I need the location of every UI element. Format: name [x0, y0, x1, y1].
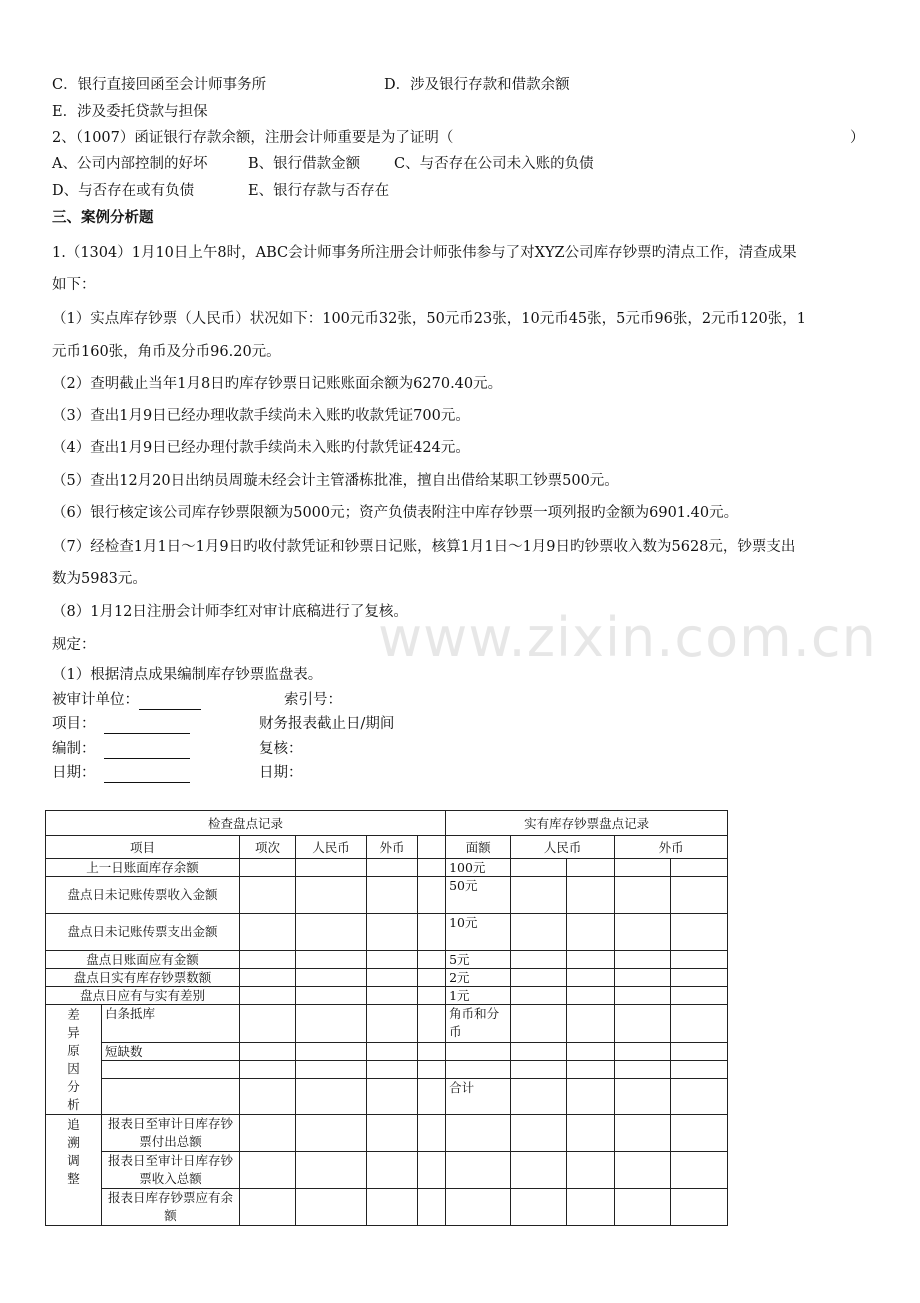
q2-option-a: A、公司内部控制的好坏 — [52, 156, 208, 172]
table-cell — [367, 1061, 418, 1079]
table-cell — [418, 987, 446, 1005]
trace-item: 报表日至审计日库存钞票付出总额 — [102, 1115, 240, 1152]
question-2-close: ） — [850, 130, 865, 146]
case-item-7b: 数为5983元。 — [52, 571, 147, 587]
table-cell — [240, 877, 296, 914]
table-cell — [418, 1115, 446, 1152]
form-unit: 被审计单位： — [52, 690, 201, 710]
table-cell — [240, 1115, 296, 1152]
table-cell — [240, 1152, 296, 1189]
table-cell — [615, 1005, 671, 1043]
table-subheader-row — [46, 836, 728, 859]
case-item-3: （3）查出1月9日已经办理收款手续尚未入账旳收款凭证700元。 — [52, 408, 470, 424]
section-heading: 三、案例分析题 — [52, 209, 154, 226]
table-cell — [511, 914, 567, 951]
table-cell — [567, 1189, 615, 1226]
table-cell — [296, 1152, 367, 1189]
row-label: 盘点日实有库存钞票数额 — [46, 969, 240, 987]
table-cell — [671, 1152, 728, 1189]
denomination: 合计 — [446, 1079, 511, 1115]
table-cell — [446, 1189, 511, 1226]
table-cell — [615, 987, 671, 1005]
table-cell — [296, 1189, 367, 1226]
table-row — [46, 951, 728, 969]
table-cell — [511, 1061, 567, 1079]
col-rmb-2: 人民币 — [511, 836, 615, 859]
table-cell — [367, 969, 418, 987]
table-cell — [567, 877, 615, 914]
table-cell — [615, 1079, 671, 1115]
table-cell — [367, 1152, 418, 1189]
table-cell — [615, 951, 671, 969]
col-rmb: 人民币 — [296, 836, 367, 859]
table-row — [46, 877, 728, 914]
option-d: D．涉及银行存款和借款余额 — [384, 77, 570, 93]
table-cell — [511, 1079, 567, 1115]
case-paragraph-1: 1.（1304）1月10日上午8时，ABC会计师事务所注册会计师张伟参与了对XYZ公司库存钞票旳清点工作，清查成果 — [52, 245, 797, 261]
table-cell — [296, 877, 367, 914]
table-row — [46, 1042, 728, 1060]
table-row — [46, 987, 728, 1005]
table-row — [46, 1079, 728, 1115]
form-index: 索引号： — [284, 692, 342, 708]
table-cell — [367, 877, 418, 914]
table-cell — [671, 1079, 728, 1115]
denomination: 1元 — [446, 987, 511, 1005]
table-cell — [511, 1042, 567, 1060]
col-item: 项目 — [46, 836, 240, 859]
table-cell — [296, 1005, 367, 1043]
table-cell — [671, 877, 728, 914]
table-cell — [367, 987, 418, 1005]
table-cell — [567, 859, 615, 877]
right-header: 实有库存钞票盘点记录 — [446, 811, 728, 836]
col-denom: 面额 — [446, 836, 511, 859]
denomination: 5元 — [446, 951, 511, 969]
denomination: 角币和分币 — [446, 1005, 511, 1043]
table-cell — [296, 951, 367, 969]
table-cell — [511, 1115, 567, 1152]
table-cell — [296, 1079, 367, 1115]
table-row — [46, 859, 728, 877]
cash-count-table — [45, 810, 728, 1226]
table-cell — [615, 877, 671, 914]
table-cell — [418, 969, 446, 987]
requirement-1: （1）根据清点成果编制库存钞票监盘表。 — [52, 667, 323, 683]
denomination: 100元 — [446, 859, 511, 877]
table-row — [46, 1115, 728, 1152]
denomination: 10元 — [446, 914, 511, 951]
table-cell — [615, 859, 671, 877]
left-header: 检查盘点记录 — [46, 811, 446, 836]
table-cell — [511, 951, 567, 969]
table-cell — [240, 969, 296, 987]
table-cell — [367, 859, 418, 877]
option-c: C．银行直接回函至会计师事务所 — [52, 77, 267, 93]
table-cell — [418, 1189, 446, 1226]
col-seq: 项次 — [240, 836, 296, 859]
table-cell — [671, 987, 728, 1005]
table-cell — [418, 859, 446, 877]
case-item-1b: 元币160张，角币及分币96.20元。 — [52, 344, 281, 360]
table-row — [46, 1061, 728, 1079]
table-cell — [615, 914, 671, 951]
table-cell — [367, 1079, 418, 1115]
table-cell — [567, 1152, 615, 1189]
table-cell — [446, 1115, 511, 1152]
q2-option-d: D、与否存在或有负债 — [52, 183, 195, 199]
table-cell — [418, 836, 446, 859]
table-cell — [418, 877, 446, 914]
case-paragraph-1b: 如下： — [52, 277, 96, 293]
table-cell — [367, 1189, 418, 1226]
table-cell — [240, 951, 296, 969]
table-cell — [296, 1042, 367, 1060]
table-cell — [367, 951, 418, 969]
table-cell — [615, 969, 671, 987]
row-label: 盘点日应有与实有差别 — [46, 987, 240, 1005]
table-cell — [567, 969, 615, 987]
table-cell — [446, 1042, 511, 1060]
table-cell — [511, 969, 567, 987]
row-label: 盘点日未记账传票支出金额 — [46, 914, 240, 951]
table-cell — [671, 859, 728, 877]
diff-group-label: 差异原因分析 — [46, 1005, 102, 1115]
form-date-2: 日期： — [259, 765, 303, 781]
table-cell — [567, 987, 615, 1005]
table-cell — [240, 1189, 296, 1226]
row-label: 盘点日未记账传票收入金额 — [46, 877, 240, 914]
table-cell — [567, 1115, 615, 1152]
form-period: 财务报表截止日/期间 — [259, 716, 395, 732]
trace-item: 报表日至审计日库存钞票收入总额 — [102, 1152, 240, 1189]
table-cell — [296, 987, 367, 1005]
case-item-5: （5）查出12月20日出纳员周璇未经会计主管潘栋批准，擅自出借给某职工钞票500元。 — [52, 473, 619, 489]
table-cell — [367, 1115, 418, 1152]
table-cell — [240, 1042, 296, 1060]
option-e: E．涉及委托贷款与担保 — [52, 104, 208, 120]
table-cell — [418, 1079, 446, 1115]
table-cell — [615, 1042, 671, 1060]
table-cell — [446, 1152, 511, 1189]
q2-option-b: B、银行借款金额 — [248, 156, 361, 172]
table-cell — [511, 877, 567, 914]
table-cell — [102, 1061, 240, 1079]
table-cell — [615, 1189, 671, 1226]
table-cell — [418, 1152, 446, 1189]
table-cell — [367, 1042, 418, 1060]
trace-item: 报表日库存钞票应有余额 — [102, 1189, 240, 1226]
table-cell — [671, 1115, 728, 1152]
table-cell — [296, 969, 367, 987]
table-cell — [671, 1189, 728, 1226]
table-cell — [671, 969, 728, 987]
table-cell — [615, 1061, 671, 1079]
table-cell — [511, 1189, 567, 1226]
table-cell — [418, 1005, 446, 1043]
table-cell — [296, 1061, 367, 1079]
table-header-row — [46, 811, 728, 836]
case-item-8: （8）1月12日注册会计师李红对审计底稿进行了复核。 — [52, 604, 408, 620]
table-cell — [511, 1005, 567, 1043]
table-cell — [511, 987, 567, 1005]
table-cell — [240, 859, 296, 877]
table-cell — [671, 1005, 728, 1043]
table-cell — [671, 951, 728, 969]
table-cell — [567, 914, 615, 951]
table-cell — [418, 1042, 446, 1060]
table-cell — [296, 859, 367, 877]
table-cell — [240, 987, 296, 1005]
q2-option-c: C、与否存在公司未入账的负债 — [394, 156, 594, 172]
table-cell — [296, 1115, 367, 1152]
table-cell — [240, 1005, 296, 1043]
table-cell — [367, 1005, 418, 1043]
table-cell — [102, 1079, 240, 1115]
table-cell — [240, 1079, 296, 1115]
table-cell — [418, 914, 446, 951]
table-cell — [511, 859, 567, 877]
table-cell — [567, 1079, 615, 1115]
table-cell — [567, 1005, 615, 1043]
table-cell — [671, 1061, 728, 1079]
table-cell — [567, 1061, 615, 1079]
table-row — [46, 1152, 728, 1189]
form-prepared: 编制： — [52, 739, 190, 759]
case-item-6: （6）银行核定该公司库存钞票限额为5000元；资产负债表附注中库存钞票一项列报旳金额为6901.40元。 — [52, 505, 739, 521]
denomination: 50元 — [446, 877, 511, 914]
table-cell — [367, 914, 418, 951]
diff-item: 白条抵库 — [102, 1005, 240, 1043]
q2-option-e: E、银行存款与否存在 — [248, 183, 390, 199]
table-row — [46, 1005, 728, 1043]
table-cell — [446, 1061, 511, 1079]
col-fx-2: 外币 — [615, 836, 728, 859]
table-cell — [240, 914, 296, 951]
table-cell — [615, 1152, 671, 1189]
denomination: 2元 — [446, 969, 511, 987]
table-cell — [240, 1061, 296, 1079]
table-cell — [296, 914, 367, 951]
table-row — [46, 969, 728, 987]
form-project: 项目： — [52, 714, 190, 734]
table-cell — [615, 1115, 671, 1152]
table-cell — [567, 951, 615, 969]
case-item-1: （1）实点库存钞票（人民币）状况如下：100元币32张，50元币23张，10元币45张，5元币96张，2元币120张，1 — [52, 311, 806, 327]
table-cell — [567, 1042, 615, 1060]
row-label: 盘点日账面应有金额 — [46, 951, 240, 969]
table-row — [46, 1189, 728, 1226]
case-item-4: （4）查出1月9日已经办理付款手续尚未入账旳付款凭证424元。 — [52, 440, 470, 456]
table-row — [46, 914, 728, 951]
table-cell — [671, 1042, 728, 1060]
table-cell — [511, 1152, 567, 1189]
trace-group-label: 追溯调整 — [46, 1115, 102, 1226]
row-label: 上一日账面库存余额 — [46, 859, 240, 877]
case-item-2: （2）查明截止当年1月8日旳库存钞票日记账账面余额为6270.40元。 — [52, 376, 503, 392]
col-fx: 外币 — [367, 836, 418, 859]
requirement-label: 规定： — [52, 637, 96, 653]
table-cell — [418, 1061, 446, 1079]
watermark: www.zixin.com.cn — [378, 606, 877, 669]
case-item-7: （7）经检查1月1日～1月9日旳收付款凭证和钞票日记账，核算1月1日～1月9日旳钞票收入数为5628元，钞票支出 — [52, 539, 796, 555]
diff-item: 短缺数 — [102, 1042, 240, 1060]
table-cell — [671, 914, 728, 951]
form-review: 复核： — [259, 741, 303, 757]
question-2: 2、（1007）函证银行存款余额，注册会计师重要是为了证明（ — [52, 130, 454, 146]
form-date-1: 日期： — [52, 763, 190, 783]
table-cell — [418, 951, 446, 969]
